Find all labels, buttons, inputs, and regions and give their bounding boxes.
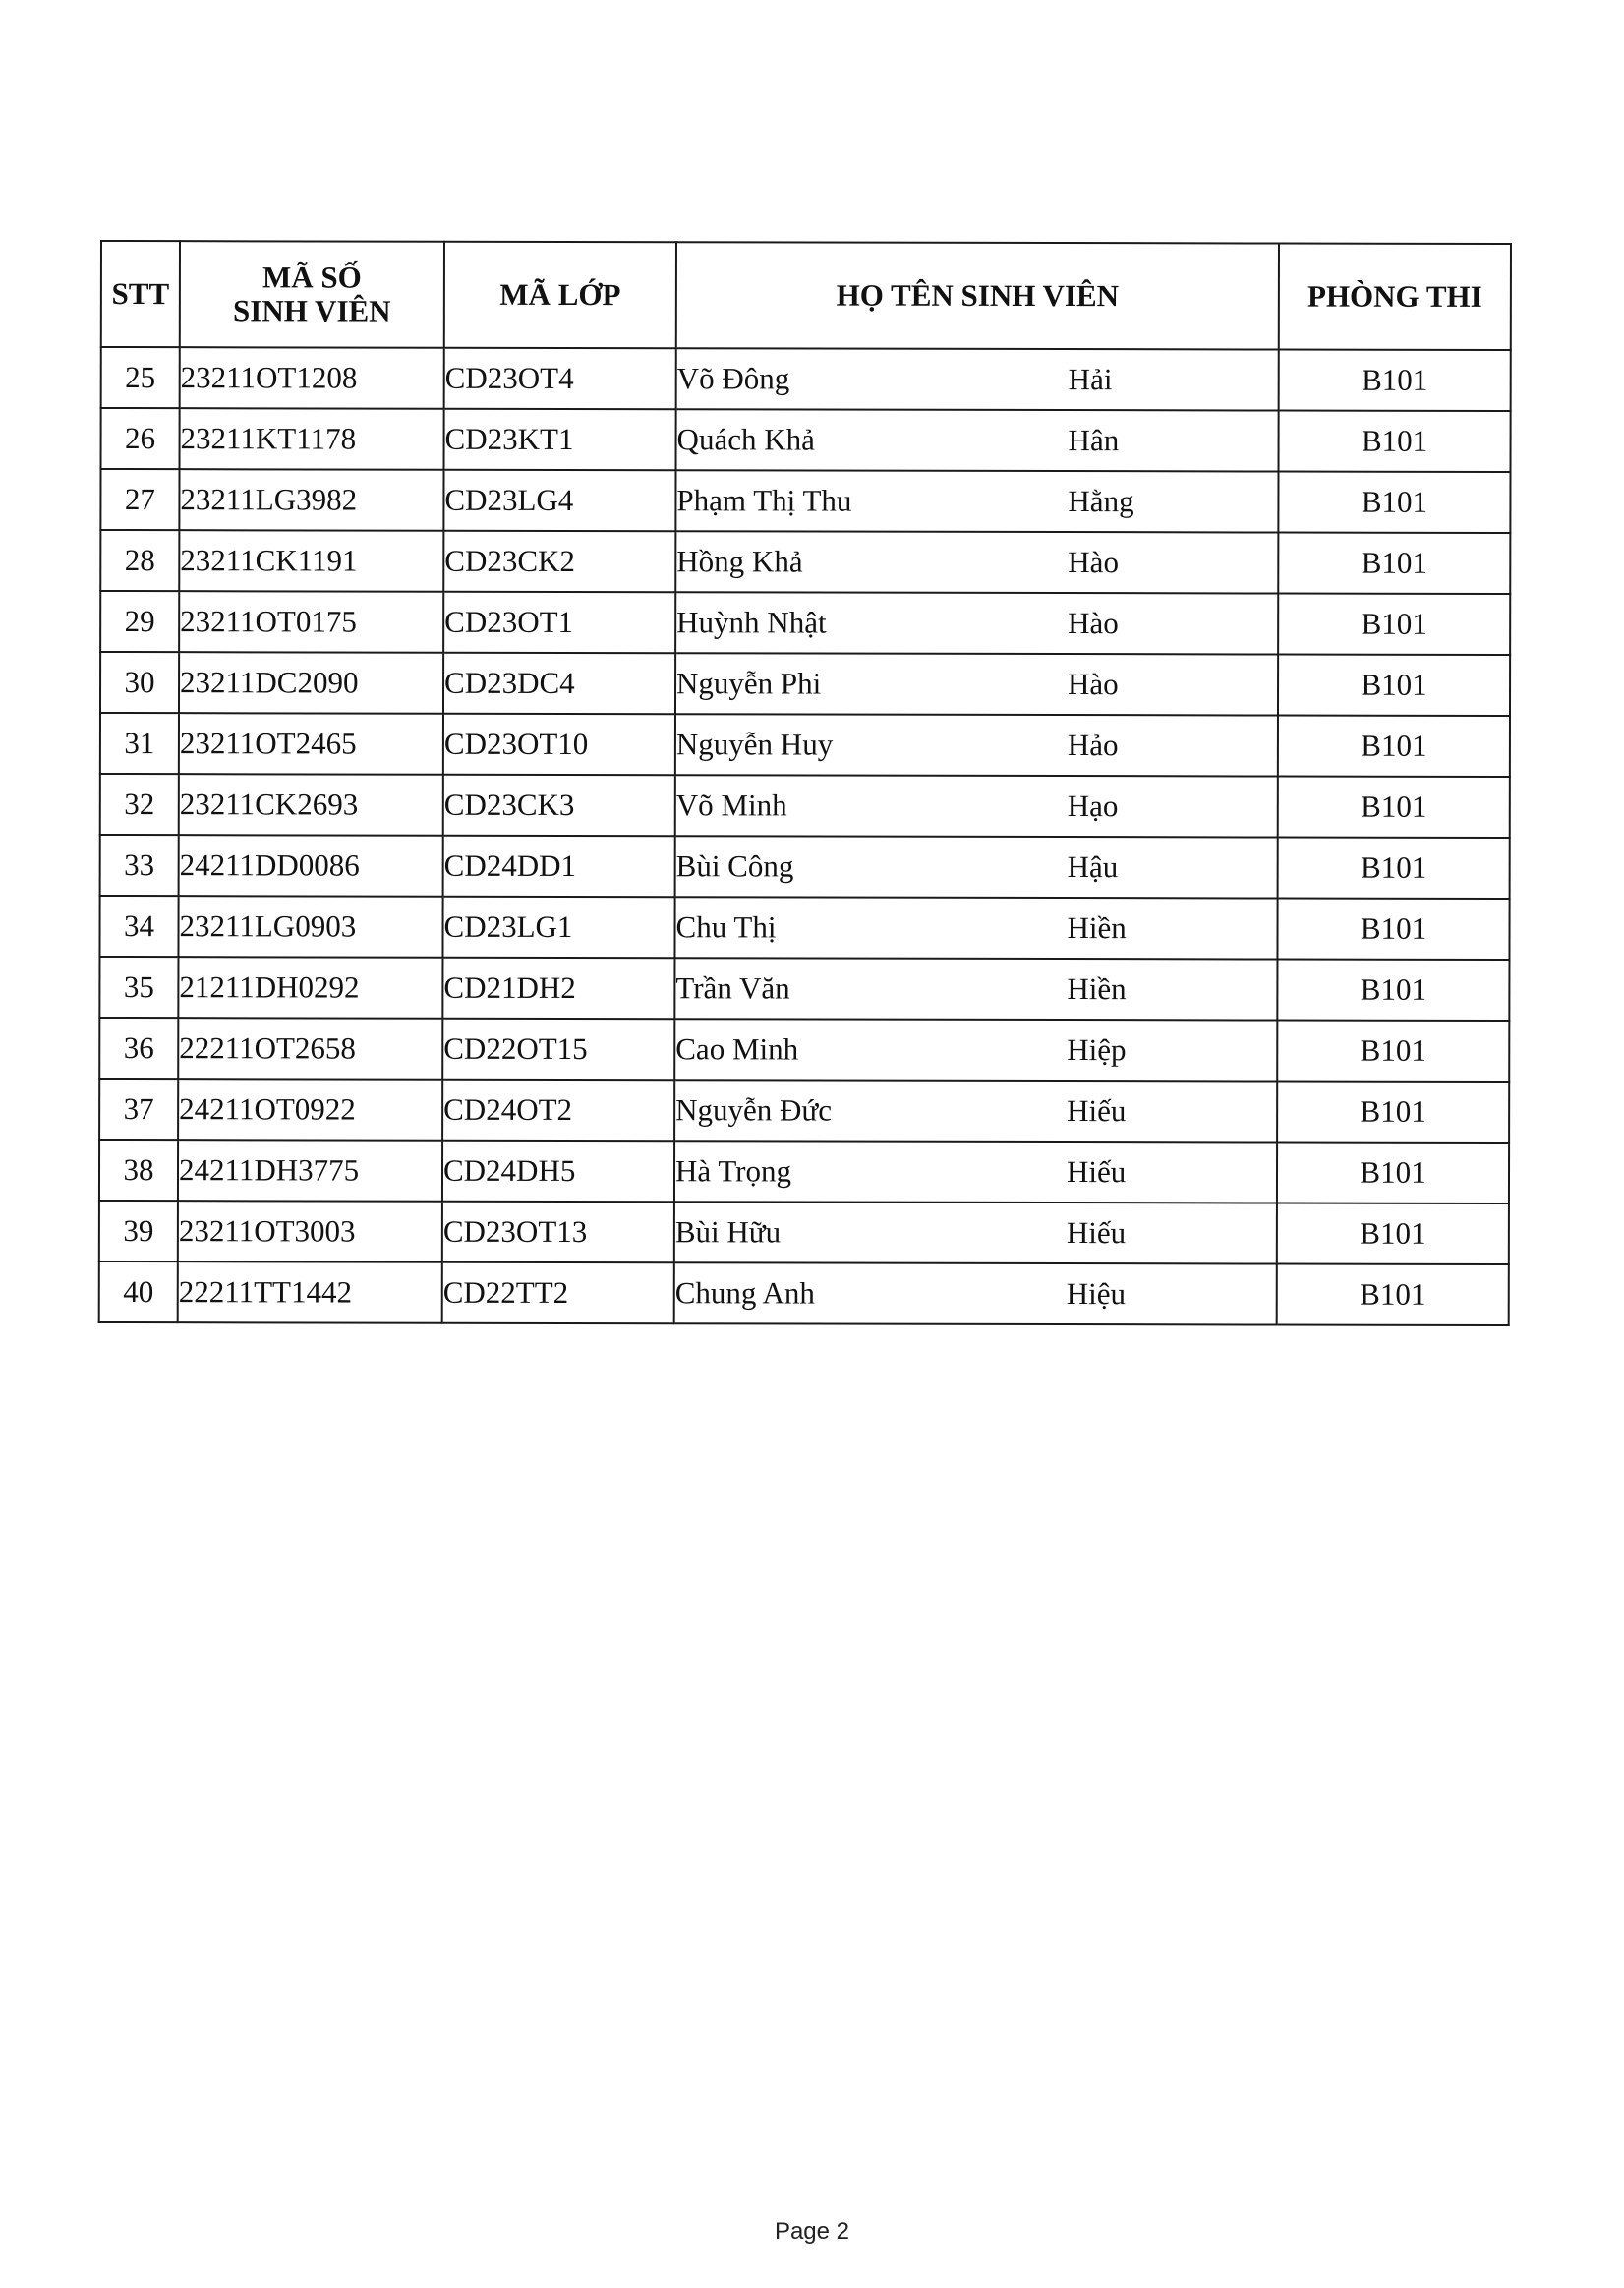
row-class-code: CD23OT1 bbox=[443, 592, 675, 653]
header-full-name: HỌ TÊN SINH VIÊN bbox=[676, 242, 1279, 349]
row-exam-room: B101 bbox=[1277, 1082, 1509, 1143]
row-full-name bbox=[674, 897, 1277, 959]
row-class-code: CD23OT10 bbox=[443, 714, 675, 775]
table-row bbox=[100, 713, 1510, 777]
row-class-code: CD23LG1 bbox=[442, 897, 674, 958]
full-name-wrapper bbox=[677, 362, 1278, 396]
row-stt: 31 bbox=[100, 713, 179, 774]
row-given-name: Hào bbox=[1068, 667, 1119, 702]
row-given-name: Hân bbox=[1068, 423, 1120, 458]
row-surname: Chu Thị bbox=[675, 909, 777, 945]
row-stt: 39 bbox=[99, 1201, 178, 1261]
table-body bbox=[99, 347, 1511, 1325]
row-surname: Quách Khả bbox=[676, 422, 815, 457]
row-full-name bbox=[675, 470, 1278, 532]
row-stt: 36 bbox=[99, 1018, 178, 1079]
row-surname: Hồng Khả bbox=[676, 544, 803, 579]
row-stt: 27 bbox=[100, 469, 179, 530]
row-surname: Phạm Thị Thu bbox=[676, 483, 852, 518]
table-row bbox=[100, 774, 1510, 838]
row-student-id: 23211OT1208 bbox=[180, 347, 444, 409]
table-row bbox=[99, 896, 1509, 960]
row-surname: Nguyễn Đức bbox=[675, 1092, 833, 1128]
table-row bbox=[100, 530, 1510, 594]
table-row bbox=[99, 1018, 1509, 1082]
full-name-wrapper bbox=[676, 789, 1277, 823]
row-full-name bbox=[674, 1141, 1277, 1203]
full-name-wrapper bbox=[676, 545, 1277, 579]
full-name-wrapper bbox=[676, 850, 1277, 884]
row-class-code: CD22TT2 bbox=[442, 1262, 674, 1323]
header-student-id-line2: SINH VIÊN bbox=[233, 293, 391, 328]
full-name-wrapper bbox=[676, 606, 1277, 640]
row-surname: Võ Minh bbox=[675, 788, 787, 823]
row-stt: 28 bbox=[100, 530, 179, 591]
full-name-wrapper bbox=[676, 667, 1277, 701]
row-full-name bbox=[675, 836, 1278, 898]
row-full-name bbox=[674, 958, 1277, 1020]
row-full-name bbox=[675, 592, 1278, 654]
row-full-name bbox=[676, 348, 1279, 410]
row-full-name bbox=[674, 1080, 1277, 1142]
table-row bbox=[100, 469, 1510, 533]
header-student-id bbox=[180, 241, 444, 348]
row-exam-room: B101 bbox=[1278, 594, 1510, 655]
header-row bbox=[101, 241, 1511, 350]
full-name-wrapper bbox=[677, 423, 1278, 457]
row-exam-room: B101 bbox=[1278, 777, 1510, 838]
row-stt: 33 bbox=[100, 835, 179, 896]
row-full-name bbox=[676, 409, 1279, 471]
full-name-wrapper bbox=[675, 1154, 1276, 1189]
header-exam-room: PHÒNG THI bbox=[1279, 244, 1511, 350]
full-name-wrapper bbox=[676, 484, 1277, 518]
page-number: Page 2 bbox=[774, 2218, 850, 2245]
row-class-code: CD23OT4 bbox=[444, 348, 676, 409]
row-exam-room: B101 bbox=[1278, 838, 1510, 899]
table-row bbox=[100, 652, 1510, 716]
row-stt: 29 bbox=[100, 591, 179, 652]
row-surname: Huỳnh Nhật bbox=[676, 605, 827, 640]
row-given-name: Hiếu bbox=[1066, 1154, 1127, 1190]
row-given-name: Hảo bbox=[1067, 728, 1119, 763]
row-class-code: CD23DC4 bbox=[443, 653, 675, 714]
row-exam-room: B101 bbox=[1278, 716, 1510, 777]
exam-room-roster-table bbox=[98, 240, 1512, 1326]
row-exam-room: B101 bbox=[1277, 1203, 1509, 1264]
table-row bbox=[99, 1261, 1509, 1325]
row-student-id: 23211OT0175 bbox=[179, 591, 443, 653]
row-given-name: Hiếu bbox=[1067, 1093, 1127, 1129]
row-surname: Võ Đông bbox=[676, 361, 790, 396]
row-stt: 25 bbox=[101, 347, 180, 408]
full-name-wrapper bbox=[675, 1276, 1276, 1311]
row-class-code: CD23KT1 bbox=[444, 409, 676, 470]
row-class-code: CD23CK2 bbox=[443, 531, 675, 592]
row-class-code: CD21DH2 bbox=[442, 958, 674, 1019]
row-surname: Trần Văn bbox=[675, 970, 790, 1006]
row-student-id: 22211TT1442 bbox=[178, 1261, 442, 1323]
row-full-name bbox=[675, 775, 1278, 837]
row-exam-room: B101 bbox=[1277, 1021, 1509, 1082]
row-stt: 32 bbox=[100, 774, 179, 835]
table-row bbox=[101, 347, 1511, 411]
table-row bbox=[99, 1140, 1509, 1203]
full-name-wrapper bbox=[675, 1215, 1276, 1250]
full-name-wrapper bbox=[675, 1032, 1276, 1067]
row-student-id: 23211OT3003 bbox=[178, 1201, 442, 1262]
row-student-id: 23211DC2090 bbox=[179, 652, 443, 714]
row-exam-room: B101 bbox=[1277, 1264, 1509, 1325]
header-stt: STT bbox=[101, 241, 180, 347]
row-full-name bbox=[674, 1019, 1277, 1081]
row-stt: 35 bbox=[99, 957, 178, 1018]
row-stt: 38 bbox=[99, 1140, 178, 1201]
row-exam-room: B101 bbox=[1279, 411, 1511, 472]
header-student-id-line1: MÃ SỐ bbox=[262, 260, 362, 295]
table-row bbox=[99, 1079, 1509, 1143]
row-class-code: CD23OT13 bbox=[442, 1202, 674, 1262]
row-given-name: Hiệp bbox=[1067, 1032, 1127, 1068]
row-exam-room: B101 bbox=[1277, 960, 1509, 1021]
row-class-code: CD24DH5 bbox=[442, 1141, 674, 1202]
full-name-wrapper bbox=[676, 728, 1277, 762]
row-student-id: 23211KT1178 bbox=[180, 408, 444, 470]
table-row bbox=[99, 957, 1509, 1021]
row-student-id: 23211LG3982 bbox=[179, 469, 443, 531]
header-class-code: MÃ LỚP bbox=[444, 242, 676, 348]
table-row bbox=[100, 835, 1510, 899]
row-given-name: Hậu bbox=[1067, 850, 1119, 885]
row-given-name: Hiếu bbox=[1066, 1215, 1127, 1251]
row-student-id: 23211OT2465 bbox=[179, 713, 443, 775]
row-full-name bbox=[675, 653, 1278, 715]
table-header bbox=[101, 241, 1511, 350]
row-full-name bbox=[675, 531, 1278, 593]
full-name-wrapper bbox=[675, 1093, 1276, 1128]
table-row bbox=[100, 591, 1510, 655]
row-stt: 30 bbox=[100, 652, 179, 713]
row-student-id: 23211CK2693 bbox=[179, 774, 443, 836]
row-class-code: CD22OT15 bbox=[442, 1019, 674, 1080]
row-class-code: CD23CK3 bbox=[443, 775, 675, 836]
row-given-name: Hải bbox=[1068, 362, 1113, 397]
row-surname: Hà Trọng bbox=[674, 1153, 792, 1189]
row-student-id: 24211DD0086 bbox=[179, 835, 443, 897]
row-student-id: 24211OT0922 bbox=[178, 1079, 442, 1141]
row-stt: 37 bbox=[99, 1079, 178, 1140]
row-exam-room: B101 bbox=[1278, 472, 1510, 533]
row-exam-room: B101 bbox=[1278, 655, 1510, 716]
row-stt: 26 bbox=[101, 408, 180, 469]
row-class-code: CD24OT2 bbox=[442, 1080, 674, 1141]
row-exam-room: B101 bbox=[1279, 350, 1511, 411]
row-given-name: Hào bbox=[1068, 606, 1119, 641]
row-surname: Bùi Hữu bbox=[674, 1214, 782, 1250]
row-stt: 40 bbox=[99, 1261, 178, 1322]
row-exam-room: B101 bbox=[1277, 1143, 1509, 1203]
row-exam-room: B101 bbox=[1278, 533, 1510, 594]
row-surname: Cao Minh bbox=[675, 1031, 799, 1067]
row-student-id: 24211DH3775 bbox=[178, 1140, 442, 1202]
row-exam-room: B101 bbox=[1277, 899, 1509, 960]
row-surname: Bùi Công bbox=[675, 849, 794, 884]
row-given-name: Hạo bbox=[1067, 789, 1119, 824]
full-name-wrapper bbox=[676, 910, 1277, 945]
row-student-id: 23211LG0903 bbox=[178, 896, 442, 958]
row-student-id: 22211OT2658 bbox=[178, 1018, 442, 1080]
row-class-code: CD23LG4 bbox=[443, 470, 675, 531]
row-full-name bbox=[674, 1262, 1277, 1324]
row-given-name: Hiền bbox=[1067, 910, 1127, 946]
row-full-name bbox=[674, 1202, 1277, 1263]
row-class-code: CD24DD1 bbox=[443, 836, 675, 897]
row-student-id: 21211DH0292 bbox=[178, 957, 442, 1019]
row-stt: 34 bbox=[99, 896, 178, 957]
row-surname: Nguyễn Huy bbox=[675, 727, 834, 762]
row-given-name: Hào bbox=[1068, 545, 1120, 580]
row-surname: Nguyễn Phi bbox=[676, 666, 822, 701]
row-full-name bbox=[675, 714, 1278, 776]
row-given-name: Hiệu bbox=[1066, 1276, 1127, 1312]
row-surname: Chung Anh bbox=[674, 1275, 815, 1311]
row-student-id: 23211CK1191 bbox=[179, 530, 443, 592]
row-given-name: Hiền bbox=[1067, 971, 1127, 1007]
row-given-name: Hằng bbox=[1068, 484, 1134, 519]
full-name-wrapper bbox=[675, 971, 1276, 1006]
table-row bbox=[101, 408, 1511, 472]
table-row bbox=[99, 1201, 1509, 1264]
